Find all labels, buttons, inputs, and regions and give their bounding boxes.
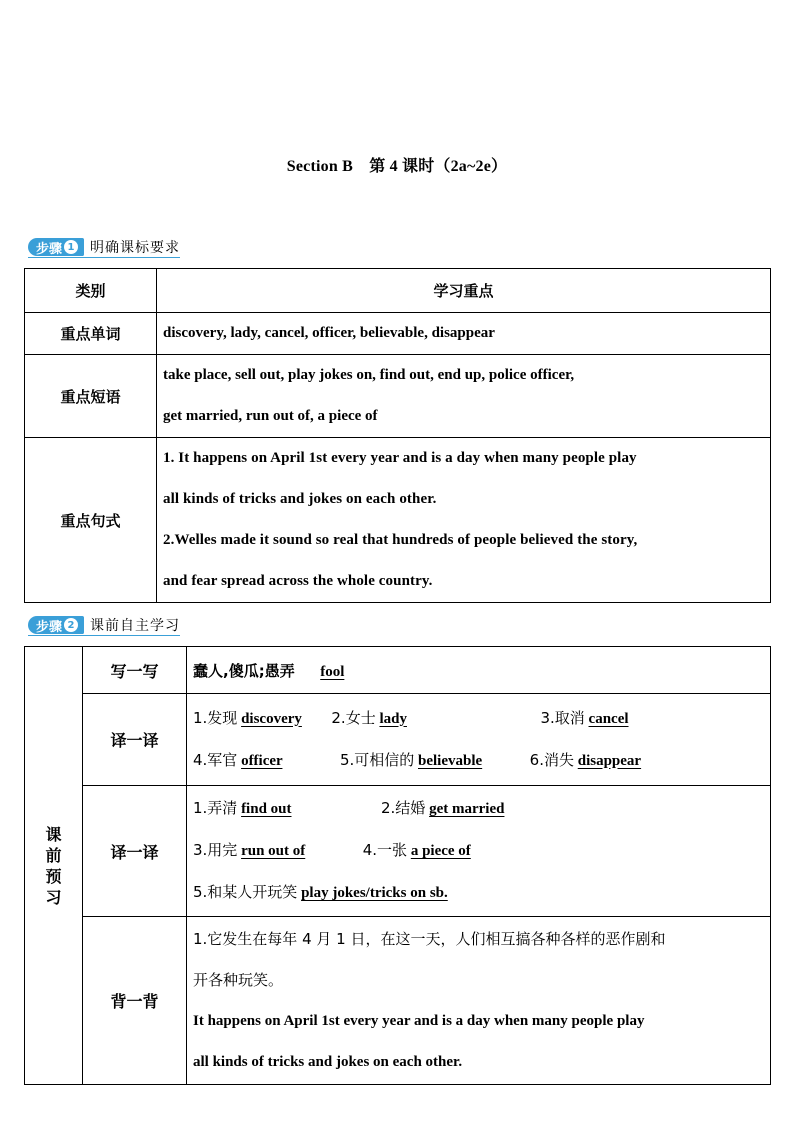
content-line: all kinds of tricks and jokes on each other. [163, 491, 437, 507]
item-answer: believable [418, 752, 483, 769]
answer-line [193, 698, 764, 740]
side-char: 习 [45, 887, 62, 907]
item-prompt: 2.女士 [331, 708, 376, 727]
row-content [157, 438, 771, 603]
recite-content [187, 917, 771, 1085]
item-prompt: 4.军官 [193, 750, 238, 769]
row-content [157, 355, 771, 438]
content-line: and fear spread across the whole country. [163, 573, 433, 589]
item-prompt: 5.可相信的 [339, 750, 415, 769]
item-prompt: 4.一张 [362, 841, 408, 859]
table-row [25, 917, 771, 1085]
row-content [157, 313, 771, 355]
content-line: discovery, lady, cancel, officer, believable, disappear [163, 325, 495, 341]
item-prompt: 6.消失 [529, 750, 574, 769]
item-answer: cancel [588, 710, 629, 727]
item-answer: find out [241, 801, 292, 817]
item-prompt: 3.取消 [540, 708, 585, 727]
step-1-label: 步骤 [36, 241, 63, 257]
table-header-row [25, 269, 771, 313]
preview-table [24, 646, 771, 1085]
item-prompt: 5.和某人开玩笑 [193, 883, 298, 901]
side-char: 预 [45, 866, 62, 886]
recite-en-line: all kinds of tricks and jokes on each other. [193, 1053, 463, 1070]
preview-side-label [25, 647, 83, 1085]
item-answer: run out of [241, 843, 306, 859]
row-category: 重点单词 [25, 313, 157, 355]
answer-line [193, 788, 764, 830]
header-category: 类别 [25, 269, 157, 313]
item-prompt: 1.发现 [193, 708, 238, 727]
step-1-text: 明确课标要求 [90, 240, 181, 256]
write-label: 写一写 [83, 647, 187, 694]
key-points-table [24, 268, 771, 603]
content-line: take place, sell out, play jokes on, find out, end up, police officer, [163, 367, 575, 383]
answer-line [193, 872, 764, 914]
step-2-number: 2 [64, 618, 78, 632]
item-answer: discovery [241, 710, 302, 727]
item-prompt: 3.用完 [193, 841, 238, 859]
step-2-text: 课前自主学习 [90, 618, 181, 634]
table-row [25, 438, 771, 603]
step-1-number: 1 [64, 240, 78, 254]
step-2-pill [28, 616, 84, 634]
translate-1-label: 译一译 [83, 694, 187, 786]
header-focus: 学习重点 [157, 269, 771, 313]
step-2-label: 步骤 [36, 619, 63, 635]
item-answer: disappear [577, 752, 642, 769]
item-prompt: 1.弄清 [193, 799, 238, 817]
table-row [25, 355, 771, 438]
write-content [187, 647, 771, 694]
row-category: 重点短语 [25, 355, 157, 438]
translate-1-content [187, 694, 771, 786]
table-row [25, 694, 771, 786]
table-row [25, 313, 771, 355]
item-answer: get married [429, 801, 505, 817]
item-answer: lady [379, 710, 407, 727]
recite-label: 背一背 [83, 917, 187, 1085]
recite-cn-line: 1.它发生在每年 4 月 1 日，在这一天，人们相互搞各种各样的恶作剧和 [193, 929, 666, 948]
item-answer: officer [241, 752, 283, 769]
translate-2-content [187, 786, 771, 917]
recite-en-line: It happens on April 1st every year and is a day when many people play [193, 1012, 645, 1029]
step-1-badge [28, 237, 180, 258]
content-line: get married, run out of, a piece of [163, 408, 378, 424]
step-2-badge [28, 615, 180, 636]
table-row [25, 647, 771, 694]
page-title: Section B 第 4 课时（2a~2e） [286, 158, 508, 175]
row-category: 重点句式 [25, 438, 157, 603]
translate-2-label: 译一译 [83, 786, 187, 917]
recite-cn-line: 开各种玩笑。 [193, 970, 284, 989]
answer-line [193, 830, 764, 872]
table-row [25, 786, 771, 917]
side-char: 课 [45, 824, 62, 844]
side-char: 前 [45, 845, 62, 865]
answer-line [193, 740, 764, 782]
write-answer: fool [320, 663, 345, 680]
write-prompt: 蠢人,傻瓜;愚弄 [193, 661, 295, 680]
step-1-pill [28, 238, 84, 256]
item-answer: play jokes/tricks on sb. [301, 885, 448, 901]
content-line: 1. It happens on April 1st every year and is a day when many people play [163, 450, 637, 466]
content-line: 2.Welles made it sound so real that hundreds of people believed the story, [163, 532, 638, 548]
item-prompt: 2.结婚 [381, 799, 426, 817]
item-answer: a piece of [410, 843, 471, 859]
